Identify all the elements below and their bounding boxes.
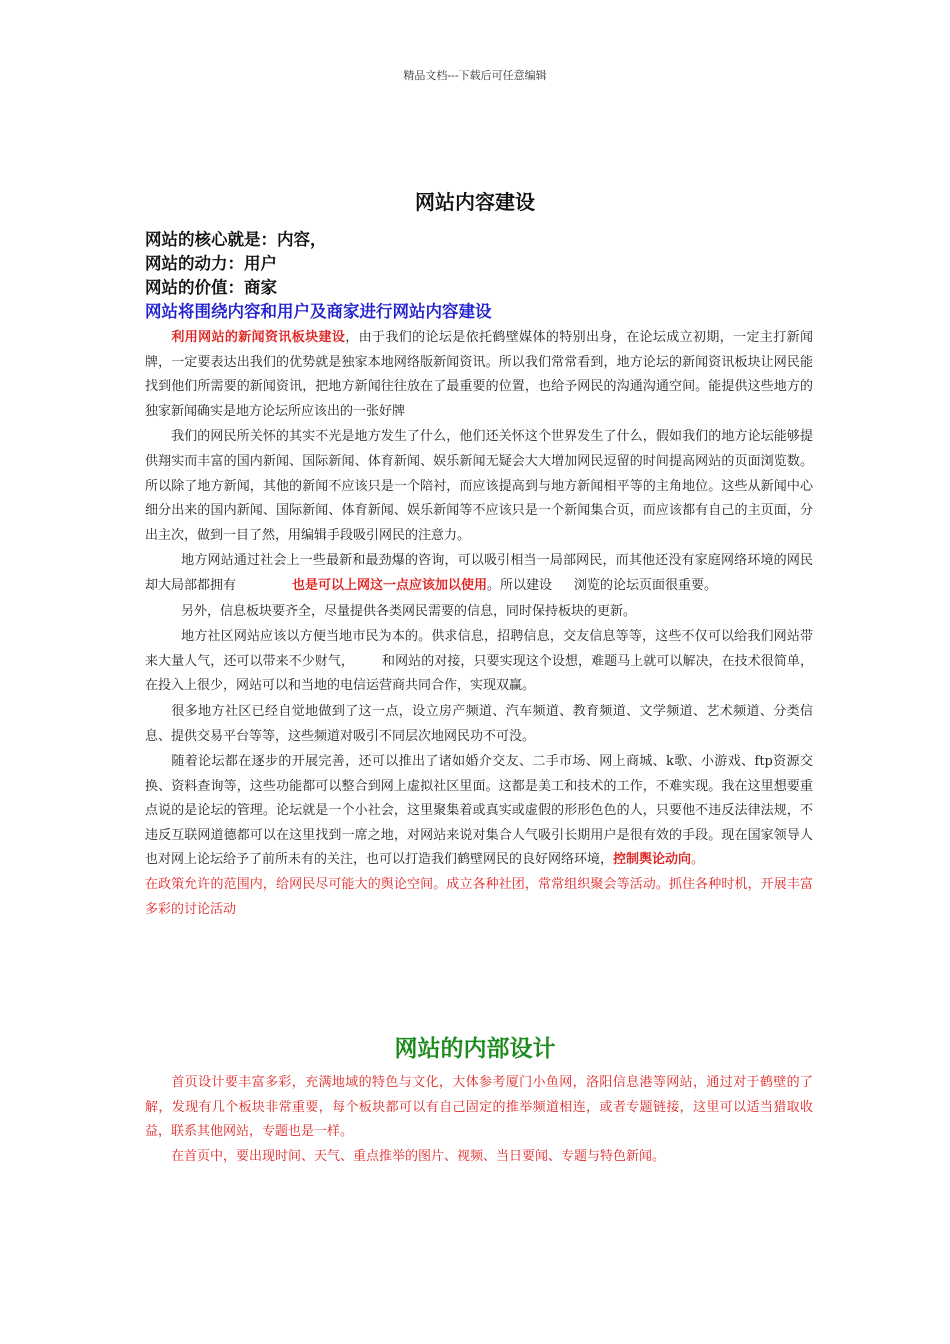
paragraph-text: 很多地方社区已经自觉地做到了这一点，设立房产频道、汽车频道、教育频道、文学频道、艺术频道、分类信息、提供交易平台等等，这些频道对吸引不同层次地网民功不可没。	[145, 703, 813, 744]
core-line: 网站的核心就是：内容，	[145, 230, 327, 249]
page-header: 精品文档---下载后可任意编辑	[403, 69, 547, 82]
core-line: 网站的动力：用户	[145, 254, 277, 273]
theme-line: 网站将围绕内容和用户及商家进行网站内容建设	[145, 302, 492, 321]
paragraph	[145, 1071, 813, 1145]
paragraph	[145, 700, 813, 749]
paragraph-text: 首页设计要丰富多彩，充满地域的特色与文化，大体参考厦门小鱼网，洛阳信息港等网站，通过对于鹤壁的了解，发现有几个板块非常重要，每个板块都可以有自己固定的推举频道相连，或者专题链接，这里可以适当猎取收益，联系其他网站，专题也是一样。	[145, 1075, 813, 1140]
paragraph	[145, 326, 813, 424]
highlight-text: 利用网站的新闻资讯板块建设	[171, 330, 346, 345]
paragraph-text: 随着论坛都在逐步的开展完善，还可以推出了诸如婚介交友、二手市场、网上商城、k歌、小游戏、ftp资源交换、资料查询等，这些功能都可以整合到网上虚拟社区里面。这都是美工和技术的工作，不难实现。我在这里想要重点说的是论坛的管理。论坛就是一个小社会，这里聚集着或真实或虚假的形形色色的人，只要他不违反法律法规，不违反互联网道德都可以在这里找到一席之地，对网站来说对集合人气吸引长期用户是很有效的手段。现在国家领导人也对网上论坛给予了前所未有的关注，也可以打造我们鹤壁网民的良好网络环境，	[145, 754, 813, 868]
highlight-text: 控制舆论动向	[613, 852, 692, 868]
page-title: 网站内容建设	[415, 190, 535, 214]
core-statements	[145, 228, 825, 324]
content-body	[145, 326, 813, 922]
paragraph-text: 我们的网民所关怀的其实不光是地方发生了什么，他们还关怀这个世界发生了什么，假如我们的地方论坛能够提供翔实而丰富的国内新闻、国际新闻、体育新闻、娱乐新闻无疑会大大增加网民逗留的时间提高网站的页面浏览数。所以除了地方新闻，其他的新闻不应该只是一个陪衬，而应该提高到与地方新闻相平等的主角地位。这些从新闻中心细分出来的国内新闻、国际新闻、体育新闻、娱乐新闻等不应该只是一个新闻集合页，而应该都有自己的主页面，分出主次，做到一目了然，用编辑手段吸引网民的注意力。	[145, 429, 813, 543]
paragraph-text: ，由于我们的论坛是依托鹤壁媒体的特别出身，在论坛成立初期，一定主打新闻牌，一定要表达出我们的优势就是独家本地网络版新闻资讯。所以我们常常看到，地方论坛的新闻资讯板块让网民能找到他们所需要的新闻资讯，把地方新闻往往放在了最重要的位置，也给予网民的沟通沟通空间。能提供这些地方的独家新闻确实是地方论坛所应该出的一张好牌	[145, 330, 813, 419]
paragraph	[145, 549, 813, 598]
paragraph	[145, 625, 813, 699]
paragraph-text: 另外，信息板块要齐全，尽量提供各类网民需要的信息，同时保持板块的更新。	[181, 603, 637, 619]
design-body	[145, 1071, 813, 1169]
paragraph-text: 和网站的对接，只要实现这个设想，难题马上就可以解决，在技术很简单，在投入上很少，网站可以和当地的电信运营商共同合作，实现双赢。	[145, 653, 813, 694]
paragraph	[145, 1145, 813, 1170]
core-line: 网站的价值：商家	[145, 278, 277, 297]
section-title: 网站的内部设计	[394, 1035, 556, 1062]
paragraph-text: 地方社区网站应该以方便当地市民为本的。供求信息，招聘信息，交友信息等等，这些不仅可以给我们网站带来大量人气，还可以带来不少财气，	[145, 629, 813, 669]
paragraph	[145, 600, 813, 625]
paragraph	[145, 425, 813, 548]
highlight-text: 也是可以上网这一点应该加以使用	[292, 577, 488, 593]
paragraph-text: 浏览的论坛页面很重要。	[574, 577, 718, 593]
paragraph-text: 。	[691, 852, 705, 868]
paragraph	[145, 750, 813, 873]
paragraph: 在政策允许的范围内，给网民尽可能大的舆论空间。成立各种社团，常常组织聚会等活动。抓住各种时机，开展丰富多彩的讨论活动	[145, 877, 813, 917]
paragraph-text: 在首页中，要出现时间、天气、重点推举的图片、视频、当日要闻、专题与特色新闻。	[171, 1148, 666, 1164]
paragraph-text: 。所以建设	[487, 577, 553, 593]
paragraph-text: 地方网站通过社会上一些最新和最劲爆的咨询，可以吸引相当一局部网民，而其他还没有家庭网络环境的网民却大局部都拥有	[145, 553, 813, 593]
